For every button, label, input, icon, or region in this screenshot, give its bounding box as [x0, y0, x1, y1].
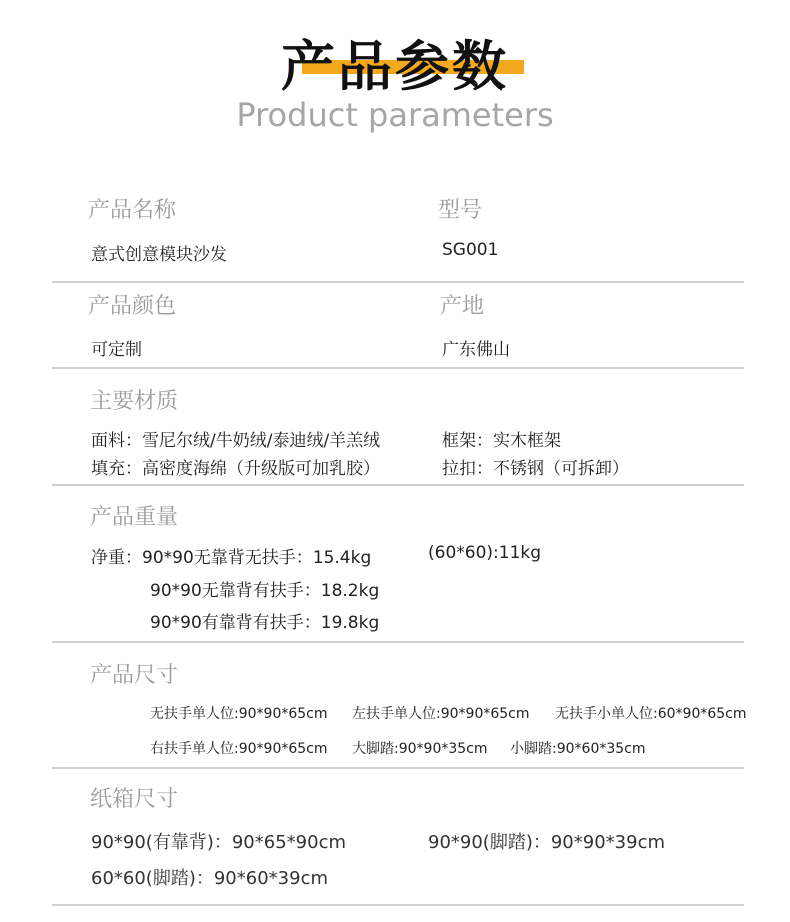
model-label: 型号 [438, 198, 483, 223]
size-item: 左扶手单人位:90*90*65cm [352, 706, 530, 722]
product-color-value: 可定制 [91, 340, 142, 360]
size-label: 产品尺寸 [90, 663, 179, 688]
carton-item: 60*60(脚踏)：90*60*39cm [91, 868, 328, 889]
weight-line-2: 90*90无靠背有扶手：18.2kg [150, 581, 380, 601]
divider [52, 641, 744, 643]
divider [52, 367, 744, 369]
origin-label: 产地 [440, 294, 485, 319]
weight-line-1b: (60*60):11kg [428, 543, 542, 563]
weight-line-1: 净重：90*90无靠背无扶手：15.4kg [91, 548, 372, 568]
weight-label: 产品重量 [90, 505, 179, 530]
size-item: 无扶手小单人位:60*90*65cm [555, 706, 747, 722]
divider [52, 904, 744, 906]
carton-item: 90*90(有靠背)：90*65*90cm [91, 832, 346, 853]
carton-label: 纸箱尺寸 [90, 787, 179, 812]
origin-value: 广东佛山 [442, 340, 510, 360]
size-item: 大脚踏:90*90*35cm [352, 741, 488, 757]
product-color-label: 产品颜色 [88, 294, 177, 319]
size-item: 无扶手单人位:90*90*65cm [150, 706, 328, 722]
size-item: 小脚踏:90*60*35cm [510, 741, 646, 757]
product-name-label: 产品名称 [88, 198, 177, 223]
divider [52, 484, 744, 486]
material-label: 主要材质 [90, 389, 179, 414]
model-value: SG001 [442, 240, 499, 260]
page-title-wrap [0, 32, 790, 102]
buckle-value: 拉扣：不锈钢（可拆卸） [442, 459, 629, 479]
product-name-value: 意式创意模块沙发 [91, 245, 227, 265]
page-subtitle: Product parameters [236, 96, 554, 134]
fabric-value: 面料：雪尼尔绒/牛奶绒/泰迪绒/羊羔绒 [91, 431, 381, 451]
carton-item: 90*90(脚踏)：90*90*39cm [428, 832, 665, 853]
page-title: 产品参数 [281, 35, 509, 98]
frame-value: 框架：实木框架 [442, 431, 561, 451]
divider [52, 767, 744, 769]
divider [52, 281, 744, 283]
size-item: 右扶手单人位:90*90*65cm [150, 741, 328, 757]
filling-value: 填充：高密度海绵（升级版可加乳胶） [91, 459, 380, 479]
weight-line-3: 90*90有靠背有扶手：19.8kg [150, 613, 380, 633]
